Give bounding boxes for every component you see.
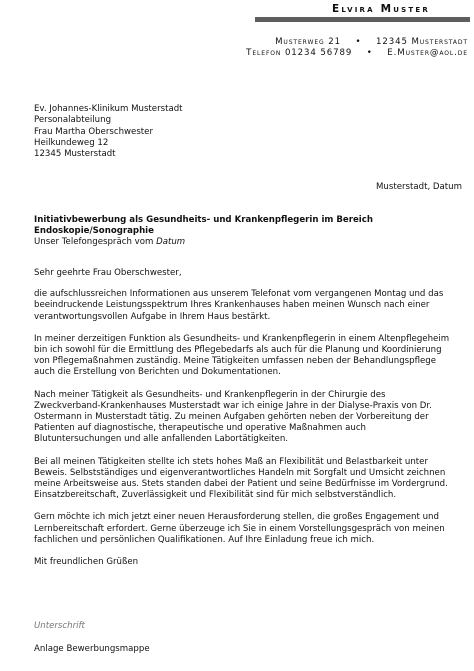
body-paragraph: Gern möchte ich mich jetzt einer neuen Herausforderung stellen, die großes Engagement und Lernbereitschaft erfordert. Gerne überzeuge ich Sie in einem Vorstellungsgespräch von meinen fachlichen und persönlichen Qualifikationen. Auf Ihre Einladung freue ich mich. — [34, 512, 445, 545]
separator-dot: • — [366, 48, 373, 58]
enclosure-note: Anlage Bewerbungsmappe — [34, 644, 150, 654]
subject-reference — [34, 237, 185, 247]
separator-dot: • — [355, 37, 362, 47]
recipient-line: 12345 Musterstadt — [34, 149, 116, 160]
recipient-address — [34, 104, 183, 160]
recipient-line: Personalabteilung — [34, 115, 112, 126]
sender-contact-line — [230, 48, 468, 58]
sender-name: Elvira Muster — [332, 3, 430, 15]
letter-body — [34, 268, 454, 579]
sender-street: Musterweg 21 — [275, 37, 341, 47]
body-paragraph: Bei all meinen Tätigkeiten stellte ich stets hohes Maß an Flexibilität und Belastbarkeit unter Beweis. Selbstständiges und eigenverantwortliches Handeln mit Sorgfalt und Umsicht zeichnen meine Arbeitsweise aus. Stets standen dabei der Patient und seine Bedürfnisse im Vordergrund. Einsatzbereitschaft, Zuverlässigkeit und Flexibilität sind für mich selbstverständlich. — [34, 456, 448, 501]
sender-email: E.Muster@aol.de — [387, 48, 468, 58]
sender-phone: Telefon 01234 56789 — [246, 48, 353, 58]
recipient-line: Frau Martha Oberschwester — [34, 126, 153, 137]
closing: Mit freundlichen Grüßen — [34, 557, 139, 568]
recipient-line: Ev. Johannes-Klinikum Musterstadt — [34, 104, 183, 114]
body-paragraph: In meiner derzeitigen Funktion als Gesundheits- und Krankenpflegerin in einem Altenpflegeheim bin ich sowohl für die Ermittlung des Pflegebedarfs als auch für die Planung und Koordinierung von Pflegemaßnahmen zuständig. Meine Tätigkeiten umfassen neben der Behandlungspflege auch die Erstellung von Berichten und Dokumentationen. — [34, 333, 450, 378]
recipient-line: Heilkundeweg 12 — [34, 137, 109, 148]
place-date: Musterstadt, Datum — [375, 182, 462, 192]
signature-placeholder: Unterschrift — [34, 621, 85, 631]
salutation: Sehr geehrte Frau Oberschwester, — [34, 268, 182, 278]
reference-text: Unser Telefongespräch vom — [34, 237, 157, 247]
subject-line: Initiativbewerbung als Gesundheits- und Krankenpflegerin im Bereich Endoskopie/Sonographie — [34, 215, 373, 237]
sender-city: 12345 Musterstadt — [375, 37, 468, 47]
reference-date: Datum — [156, 237, 186, 247]
body-paragraph: die aufschlussreichen Informationen aus unserem Telefonat vom vergangenen Montag und das beeindruckende Leistungsspektrum Ihres Krankenhauses haben meinen Wunsch nach einer verantwortungsvollen Aufgabe in Ihrem Haus bestärkt. — [34, 289, 444, 322]
sender-address-line — [230, 37, 468, 47]
letterhead-rule — [255, 17, 470, 22]
body-paragraph: Nach meiner Tätigkeit als Gesundheits- und Krankenpflegerin in der Chirurgie des Zweckverband-Krankenhauses Musterstadt war ich einige Jahre in der Dialyse-Praxis von Dr. Ostermann in Musterstadt tätig. Zu meinen Aufgaben gehörten neben der Vorbereitung der Patienten auf diagnostische, therapeutische und operative Maßnahmen auch Blutuntersuchungen und alle anfallenden Labortätigkeiten. — [34, 389, 432, 445]
